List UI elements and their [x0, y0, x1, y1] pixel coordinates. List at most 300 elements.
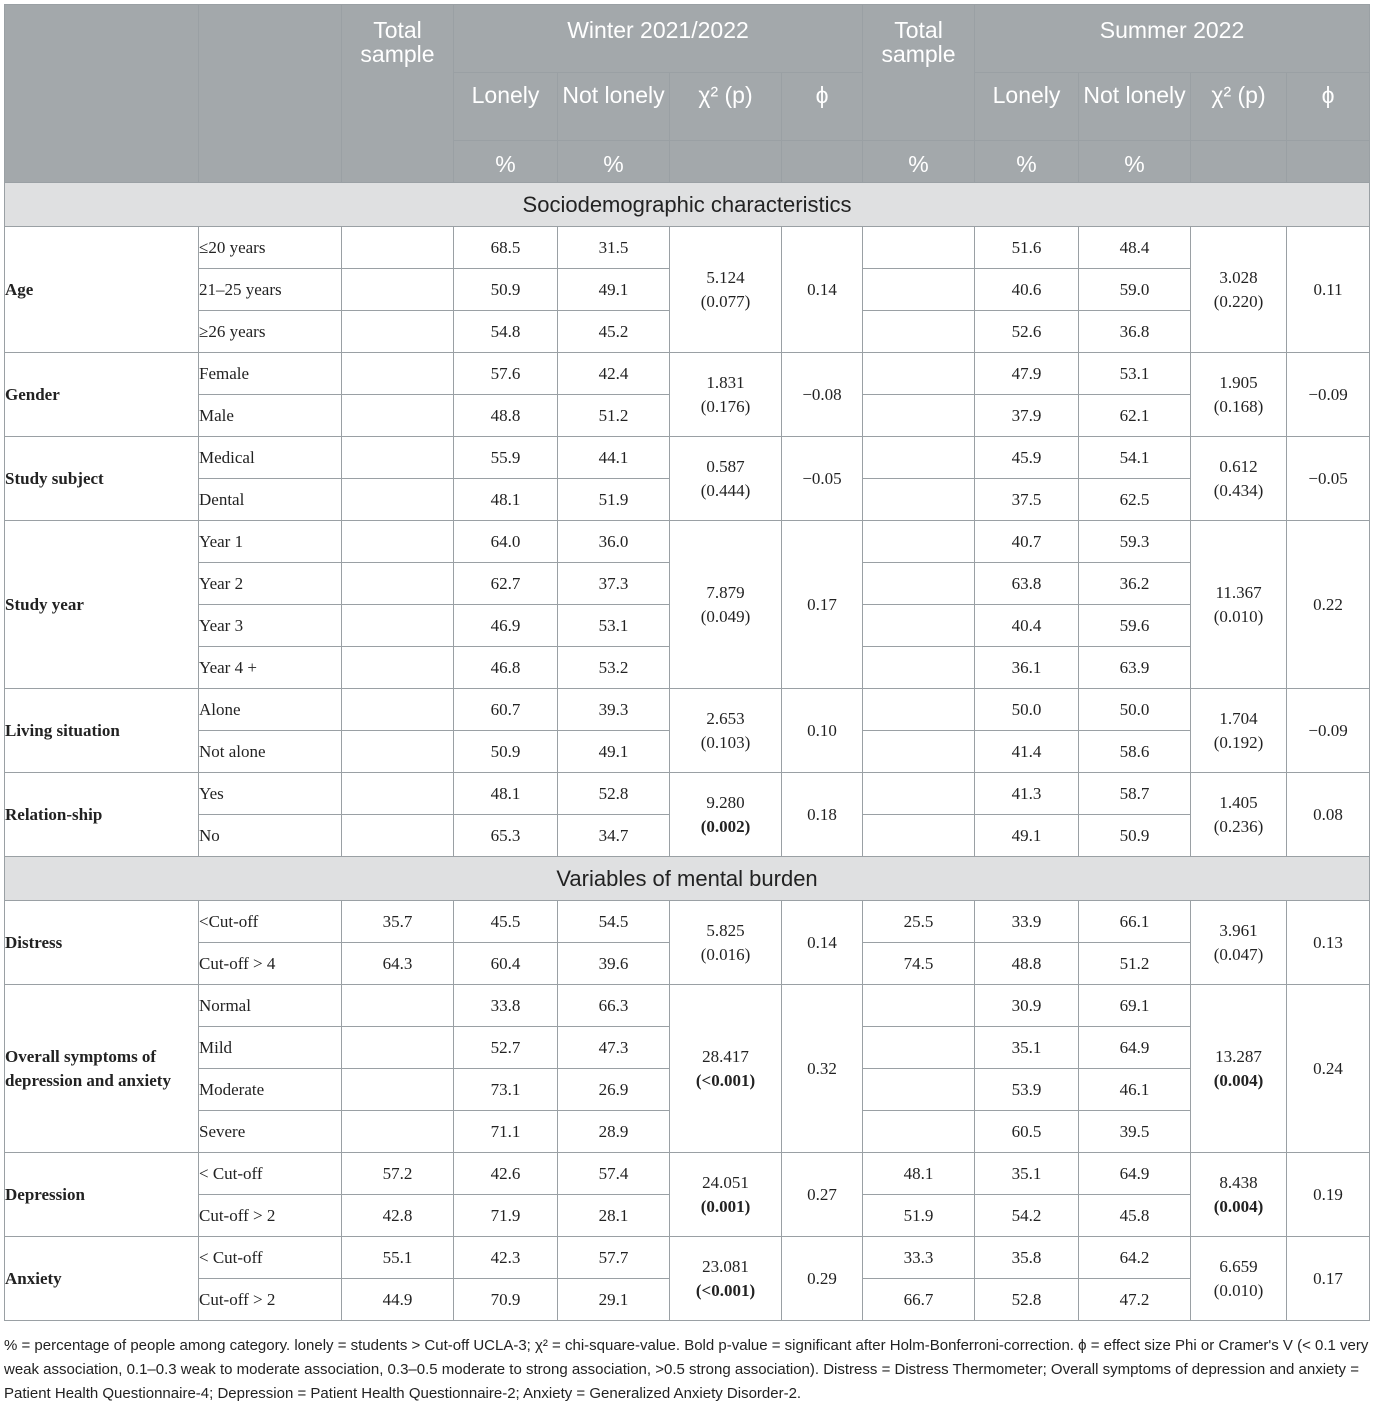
summer-not-lonely-value: 36.8	[1079, 311, 1191, 353]
section-row	[5, 183, 1370, 227]
winter-not-lonely-value: 57.7	[558, 1237, 670, 1279]
summer-lonely-value: 35.1	[975, 1027, 1079, 1069]
section-heading-mental: Variables of mental burden	[5, 857, 1370, 901]
summer-total-sample-value	[863, 437, 975, 479]
w-chi-square-cell	[670, 227, 782, 353]
summer-lonely-value: 30.9	[975, 985, 1079, 1027]
s-p-value: (0.004)	[1213, 1196, 1264, 1216]
summer-lonely-value: 54.2	[975, 1195, 1079, 1237]
category-label: Female	[199, 353, 342, 395]
s-chi-square-cell	[1191, 353, 1287, 437]
winter-not-lonely-value: 66.3	[558, 985, 670, 1027]
winter-lonely-value: 48.1	[454, 479, 558, 521]
summer-phi-value: 0.17	[1287, 1237, 1370, 1321]
winter-lonely-value: 73.1	[454, 1069, 558, 1111]
winter-lonely-value: 65.3	[454, 815, 558, 857]
w-p-value: (0.001)	[700, 1196, 751, 1216]
s-chi-square-value: 11.367	[1215, 582, 1262, 602]
summer-total-sample-value	[863, 1027, 975, 1069]
summer-not-lonely-value: 69.1	[1079, 985, 1191, 1027]
w-chi-square-value: 23.081	[702, 1256, 749, 1276]
winter-total-sample-value	[342, 773, 454, 815]
table-row	[5, 437, 1370, 479]
section-row	[5, 857, 1370, 901]
winter-not-lonely-value: 52.8	[558, 773, 670, 815]
s-chi-square-value: 1.905	[1219, 372, 1258, 392]
winter-total-sample-value	[342, 395, 454, 437]
w-p-value: (0.176)	[700, 396, 751, 416]
variable-label: Depression	[5, 1153, 199, 1237]
winter-total-sample-value: 64.3	[342, 943, 454, 985]
header-total-sample-winter: Total sample	[342, 5, 454, 183]
w-p-value: (0.444)	[700, 480, 751, 500]
summer-not-lonely-value: 53.1	[1079, 353, 1191, 395]
winter-total-sample-value	[342, 1069, 454, 1111]
summer-lonely-value: 33.9	[975, 901, 1079, 943]
winter-total-sample-value	[342, 353, 454, 395]
w-p-value: (0.016)	[700, 944, 751, 964]
summer-not-lonely-value: 50.0	[1079, 689, 1191, 731]
s-chi-square-value: 8.438	[1219, 1172, 1258, 1192]
category-label: <Cut-off	[199, 901, 342, 943]
winter-phi-value: 0.17	[782, 521, 863, 689]
summer-total-sample-value: 66.7	[863, 1279, 975, 1321]
winter-total-sample-value	[342, 1027, 454, 1069]
summer-total-sample-value	[863, 353, 975, 395]
summer-phi-value: 0.22	[1287, 521, 1370, 689]
header-winter-not-lonely-pct: %	[558, 141, 670, 183]
winter-not-lonely-value: 39.6	[558, 943, 670, 985]
summer-total-sample-value	[863, 563, 975, 605]
s-chi-square-value: 3.028	[1219, 267, 1258, 287]
variable-label: Living situation	[5, 689, 199, 773]
winter-lonely-value: 46.8	[454, 647, 558, 689]
category-label: ≤20 years	[199, 227, 342, 269]
variable-label: Anxiety	[5, 1237, 199, 1321]
s-chi-square-value: 1.405	[1219, 792, 1258, 812]
s-chi-square-cell	[1191, 437, 1287, 521]
summer-total-sample-value	[863, 1069, 975, 1111]
summer-phi-value: 0.08	[1287, 773, 1370, 857]
summer-phi-value: −0.09	[1287, 689, 1370, 773]
results-table	[4, 4, 1370, 1321]
winter-total-sample-value: 35.7	[342, 901, 454, 943]
winter-total-sample-value: 42.8	[342, 1195, 454, 1237]
summer-lonely-value: 37.9	[975, 395, 1079, 437]
w-p-value: (0.002)	[700, 816, 751, 836]
winter-lonely-value: 48.1	[454, 773, 558, 815]
category-label: Cut-off > 2	[199, 1279, 342, 1321]
s-chi-square-cell	[1191, 689, 1287, 773]
category-label: Moderate	[199, 1069, 342, 1111]
w-p-value: (<0.001)	[695, 1070, 756, 1090]
w-p-value: (<0.001)	[695, 1280, 756, 1300]
summer-lonely-value: 40.7	[975, 521, 1079, 563]
w-chi-square-value: 1.831	[706, 372, 745, 392]
category-label: Yes	[199, 773, 342, 815]
table-row	[5, 689, 1370, 731]
winter-not-lonely-value: 49.1	[558, 269, 670, 311]
s-chi-square-value: 6.659	[1219, 1256, 1258, 1276]
summer-total-sample-value	[863, 985, 975, 1027]
header-winter-not-lonely: Not lonely	[558, 73, 670, 141]
summer-total-sample-value	[863, 311, 975, 353]
winter-not-lonely-value: 53.2	[558, 647, 670, 689]
header-summer: Summer 2022	[975, 5, 1370, 73]
winter-lonely-value: 71.1	[454, 1111, 558, 1153]
summer-lonely-value: 35.1	[975, 1153, 1079, 1195]
winter-total-sample-value	[342, 269, 454, 311]
table-row	[5, 901, 1370, 943]
summer-total-sample-value: 33.3	[863, 1237, 975, 1279]
category-label: < Cut-off	[199, 1237, 342, 1279]
s-p-value: (0.192)	[1213, 732, 1264, 752]
category-label: Alone	[199, 689, 342, 731]
w-p-value: (0.077)	[700, 291, 751, 311]
w-chi-square-value: 5.124	[706, 267, 745, 287]
w-chi-square-cell	[670, 353, 782, 437]
header-summer-lonely: Lonely	[975, 73, 1079, 141]
header-winter-lonely: Lonely	[454, 73, 558, 141]
winter-lonely-value: 60.7	[454, 689, 558, 731]
winter-phi-value: 0.14	[782, 227, 863, 353]
winter-lonely-value: 50.9	[454, 731, 558, 773]
w-chi-square-cell	[670, 1237, 782, 1321]
winter-lonely-value: 42.6	[454, 1153, 558, 1195]
winter-phi-value: 0.29	[782, 1237, 863, 1321]
summer-lonely-value: 41.4	[975, 731, 1079, 773]
s-chi-square-value: 0.612	[1219, 456, 1258, 476]
winter-phi-value: 0.32	[782, 985, 863, 1153]
winter-lonely-value: 33.8	[454, 985, 558, 1027]
summer-not-lonely-value: 47.2	[1079, 1279, 1191, 1321]
winter-total-sample-value	[342, 521, 454, 563]
winter-lonely-value: 52.7	[454, 1027, 558, 1069]
table-body	[5, 183, 1370, 1321]
table-row	[5, 353, 1370, 395]
winter-lonely-value: 46.9	[454, 605, 558, 647]
winter-not-lonely-value: 42.4	[558, 353, 670, 395]
table-footnote: % = percentage of people among category. lonely = students > Cut-off UCLA-3; χ² = chi-square-value. Bold p-value = significant after Holm-Bonferroni-correction. ϕ = effect size Phi or Cramer's V (< 0.1 very weak association, 0.1–0.3 weak to moderate association, 0.3–0.5 moderate to strong association, >0.5 strong association). Distress = Distress Thermometer; Overall symptoms of depression and anxiety = Patient Health Questionnaire-4; Depression = Patient Health Questionnaire-2; Anxiety = Generalized Anxiety Disorder-2.	[4, 1337, 1369, 1402]
w-chi-square-value: 9.280	[706, 792, 745, 812]
w-chi-square-value: 24.051	[702, 1172, 749, 1192]
winter-lonely-value: 60.4	[454, 943, 558, 985]
header-blank	[670, 141, 782, 183]
winter-phi-value: 0.18	[782, 773, 863, 857]
category-label: Cut-off > 4	[199, 943, 342, 985]
s-chi-square-cell	[1191, 901, 1287, 985]
s-chi-square-cell	[1191, 1237, 1287, 1321]
summer-lonely-value: 51.6	[975, 227, 1079, 269]
summer-phi-value: 0.19	[1287, 1153, 1370, 1237]
w-chi-square-cell	[670, 773, 782, 857]
winter-lonely-value: 70.9	[454, 1279, 558, 1321]
winter-total-sample-value	[342, 731, 454, 773]
winter-not-lonely-value: 39.3	[558, 689, 670, 731]
category-label: Mild	[199, 1027, 342, 1069]
summer-phi-value: 0.24	[1287, 985, 1370, 1153]
table-row	[5, 521, 1370, 563]
winter-phi-value: −0.08	[782, 353, 863, 437]
summer-total-sample-value	[863, 395, 975, 437]
summer-lonely-value: 37.5	[975, 479, 1079, 521]
summer-lonely-value: 36.1	[975, 647, 1079, 689]
summer-lonely-value: 40.4	[975, 605, 1079, 647]
category-label: Not alone	[199, 731, 342, 773]
winter-not-lonely-value: 53.1	[558, 605, 670, 647]
s-p-value: (0.010)	[1213, 606, 1264, 626]
category-label: < Cut-off	[199, 1153, 342, 1195]
header-winter: Winter 2021/2022	[454, 5, 863, 73]
summer-not-lonely-value: 39.5	[1079, 1111, 1191, 1153]
summer-lonely-value: 35.8	[975, 1237, 1079, 1279]
winter-total-sample-value	[342, 689, 454, 731]
winter-not-lonely-value: 54.5	[558, 901, 670, 943]
s-chi-square-cell	[1191, 1153, 1287, 1237]
header-summer-lonely-pct: %	[975, 141, 1079, 183]
summer-total-sample-value	[863, 1111, 975, 1153]
summer-total-sample-value: 25.5	[863, 901, 975, 943]
winter-not-lonely-value: 36.0	[558, 521, 670, 563]
s-p-value: (0.168)	[1213, 396, 1264, 416]
w-chi-square-value: 0.587	[706, 456, 745, 476]
header-summer-phi: ϕ	[1287, 73, 1370, 141]
w-chi-square-cell	[670, 437, 782, 521]
summer-not-lonely-value: 58.7	[1079, 773, 1191, 815]
summer-phi-value: −0.05	[1287, 437, 1370, 521]
section-heading-socio: Sociodemographic characteristics	[5, 183, 1370, 227]
s-p-value: (0.434)	[1213, 480, 1264, 500]
summer-not-lonely-value: 50.9	[1079, 815, 1191, 857]
winter-not-lonely-value: 31.5	[558, 227, 670, 269]
summer-phi-value: −0.09	[1287, 353, 1370, 437]
summer-total-sample-value	[863, 815, 975, 857]
summer-total-sample-value	[863, 731, 975, 773]
table-row	[5, 1237, 1370, 1279]
s-chi-square-cell	[1191, 773, 1287, 857]
winter-not-lonely-value: 34.7	[558, 815, 670, 857]
winter-total-sample-value: 55.1	[342, 1237, 454, 1279]
header-winter-phi: ϕ	[782, 73, 863, 141]
summer-not-lonely-value: 66.1	[1079, 901, 1191, 943]
category-label: Year 3	[199, 605, 342, 647]
header-blank	[1287, 141, 1370, 183]
s-p-value: (0.010)	[1213, 1280, 1264, 1300]
winter-not-lonely-value: 44.1	[558, 437, 670, 479]
summer-lonely-value: 41.3	[975, 773, 1079, 815]
variable-label: Overall symptoms of depression and anxiety	[5, 985, 199, 1153]
w-chi-square-value: 5.825	[706, 920, 745, 940]
summer-total-sample-value	[863, 605, 975, 647]
winter-total-sample-value	[342, 479, 454, 521]
winter-lonely-value: 57.6	[454, 353, 558, 395]
summer-lonely-value: 60.5	[975, 1111, 1079, 1153]
winter-not-lonely-value: 26.9	[558, 1069, 670, 1111]
category-label: Male	[199, 395, 342, 437]
header-summer-chi: χ² (p)	[1191, 73, 1287, 141]
summer-lonely-value: 52.8	[975, 1279, 1079, 1321]
w-chi-square-cell	[670, 1153, 782, 1237]
s-chi-square-cell	[1191, 227, 1287, 353]
winter-total-sample-value	[342, 815, 454, 857]
s-p-value: (0.236)	[1213, 816, 1264, 836]
w-chi-square-value: 28.417	[702, 1046, 749, 1066]
s-p-value: (0.004)	[1213, 1070, 1264, 1090]
winter-phi-value: 0.27	[782, 1153, 863, 1237]
winter-lonely-value: 54.8	[454, 311, 558, 353]
winter-not-lonely-value: 57.4	[558, 1153, 670, 1195]
category-label: Normal	[199, 985, 342, 1027]
summer-not-lonely-value: 64.9	[1079, 1153, 1191, 1195]
summer-lonely-value: 50.0	[975, 689, 1079, 731]
winter-lonely-value: 68.5	[454, 227, 558, 269]
summer-lonely-value: 47.9	[975, 353, 1079, 395]
w-chi-square-cell	[670, 985, 782, 1153]
winter-not-lonely-value: 51.2	[558, 395, 670, 437]
category-label: 21–25 years	[199, 269, 342, 311]
winter-lonely-value: 55.9	[454, 437, 558, 479]
summer-not-lonely-value: 51.2	[1079, 943, 1191, 985]
summer-lonely-value: 40.6	[975, 269, 1079, 311]
header-blank	[1191, 141, 1287, 183]
s-chi-square-value: 13.287	[1215, 1046, 1262, 1066]
summer-total-sample-value: 48.1	[863, 1153, 975, 1195]
category-label: Year 4 +	[199, 647, 342, 689]
summer-not-lonely-value: 62.5	[1079, 479, 1191, 521]
w-p-value: (0.049)	[700, 606, 751, 626]
winter-total-sample-value	[342, 311, 454, 353]
summer-lonely-value: 53.9	[975, 1069, 1079, 1111]
summer-total-sample-value	[863, 689, 975, 731]
winter-not-lonely-value: 49.1	[558, 731, 670, 773]
winter-lonely-value: 64.0	[454, 521, 558, 563]
summer-not-lonely-value: 59.0	[1079, 269, 1191, 311]
summer-lonely-value: 45.9	[975, 437, 1079, 479]
summer-not-lonely-value: 59.6	[1079, 605, 1191, 647]
s-p-value: (0.220)	[1213, 291, 1264, 311]
w-chi-square-cell	[670, 689, 782, 773]
winter-total-sample-value	[342, 605, 454, 647]
header-summer-not-lonely-pct: %	[1079, 141, 1191, 183]
header-blank	[782, 141, 863, 183]
winter-total-sample-value: 57.2	[342, 1153, 454, 1195]
winter-not-lonely-value: 51.9	[558, 479, 670, 521]
s-chi-square-value: 1.704	[1219, 708, 1258, 728]
winter-total-sample-value	[342, 1111, 454, 1153]
variable-label: Gender	[5, 353, 199, 437]
variable-label: Study year	[5, 521, 199, 689]
winter-not-lonely-value: 28.9	[558, 1111, 670, 1153]
header-summer-total-pct: %	[863, 141, 975, 183]
winter-total-sample-value	[342, 563, 454, 605]
summer-lonely-value: 48.8	[975, 943, 1079, 985]
w-chi-square-value: 7.879	[706, 582, 745, 602]
header-blank	[199, 5, 342, 183]
winter-lonely-value: 71.9	[454, 1195, 558, 1237]
summer-not-lonely-value: 54.1	[1079, 437, 1191, 479]
summer-phi-value: 0.11	[1287, 227, 1370, 353]
summer-total-sample-value	[863, 647, 975, 689]
winter-lonely-value: 45.5	[454, 901, 558, 943]
winter-not-lonely-value: 29.1	[558, 1279, 670, 1321]
w-chi-square-value: 2.653	[706, 708, 745, 728]
winter-lonely-value: 48.8	[454, 395, 558, 437]
winter-total-sample-value	[342, 437, 454, 479]
summer-not-lonely-value: 64.9	[1079, 1027, 1191, 1069]
s-chi-square-cell	[1191, 521, 1287, 689]
category-label: Medical	[199, 437, 342, 479]
category-label: Year 1	[199, 521, 342, 563]
variable-label: Relation-ship	[5, 773, 199, 857]
summer-phi-value: 0.13	[1287, 901, 1370, 985]
category-label: ≥26 years	[199, 311, 342, 353]
summer-total-sample-value	[863, 773, 975, 815]
winter-phi-value: 0.10	[782, 689, 863, 773]
winter-total-sample-value	[342, 985, 454, 1027]
table-row	[5, 1153, 1370, 1195]
summer-not-lonely-value: 46.1	[1079, 1069, 1191, 1111]
summer-not-lonely-value: 36.2	[1079, 563, 1191, 605]
header-winter-lonely-pct: %	[454, 141, 558, 183]
summer-not-lonely-value: 45.8	[1079, 1195, 1191, 1237]
summer-total-sample-value	[863, 521, 975, 563]
winter-not-lonely-value: 28.1	[558, 1195, 670, 1237]
winter-total-sample-value	[342, 227, 454, 269]
category-label: Year 2	[199, 563, 342, 605]
variable-label: Age	[5, 227, 199, 353]
winter-phi-value: −0.05	[782, 437, 863, 521]
summer-total-sample-value: 51.9	[863, 1195, 975, 1237]
summer-total-sample-value	[863, 269, 975, 311]
category-label: Dental	[199, 479, 342, 521]
w-chi-square-cell	[670, 521, 782, 689]
winter-lonely-value: 42.3	[454, 1237, 558, 1279]
summer-not-lonely-value: 63.9	[1079, 647, 1191, 689]
table-row	[5, 773, 1370, 815]
w-chi-square-cell	[670, 901, 782, 985]
summer-lonely-value: 52.6	[975, 311, 1079, 353]
summer-total-sample-value	[863, 479, 975, 521]
category-label: Severe	[199, 1111, 342, 1153]
table-row	[5, 985, 1370, 1027]
winter-total-sample-value	[342, 647, 454, 689]
winter-not-lonely-value: 37.3	[558, 563, 670, 605]
winter-not-lonely-value: 47.3	[558, 1027, 670, 1069]
summer-not-lonely-value: 48.4	[1079, 227, 1191, 269]
summer-lonely-value: 63.8	[975, 563, 1079, 605]
header-winter-chi: χ² (p)	[670, 73, 782, 141]
s-chi-square-value: 3.961	[1219, 920, 1258, 940]
table-header	[5, 5, 1370, 183]
winter-lonely-value: 50.9	[454, 269, 558, 311]
header-total-sample-summer: Total sample	[863, 5, 975, 141]
winter-lonely-value: 62.7	[454, 563, 558, 605]
winter-not-lonely-value: 45.2	[558, 311, 670, 353]
summer-not-lonely-value: 58.6	[1079, 731, 1191, 773]
w-p-value: (0.103)	[700, 732, 751, 752]
summer-not-lonely-value: 62.1	[1079, 395, 1191, 437]
summer-not-lonely-value: 59.3	[1079, 521, 1191, 563]
category-label: No	[199, 815, 342, 857]
variable-label: Distress	[5, 901, 199, 985]
s-p-value: (0.047)	[1213, 944, 1264, 964]
winter-total-sample-value: 44.9	[342, 1279, 454, 1321]
winter-phi-value: 0.14	[782, 901, 863, 985]
summer-not-lonely-value: 64.2	[1079, 1237, 1191, 1279]
variable-label: Study subject	[5, 437, 199, 521]
summer-total-sample-value: 74.5	[863, 943, 975, 985]
category-label: Cut-off > 2	[199, 1195, 342, 1237]
